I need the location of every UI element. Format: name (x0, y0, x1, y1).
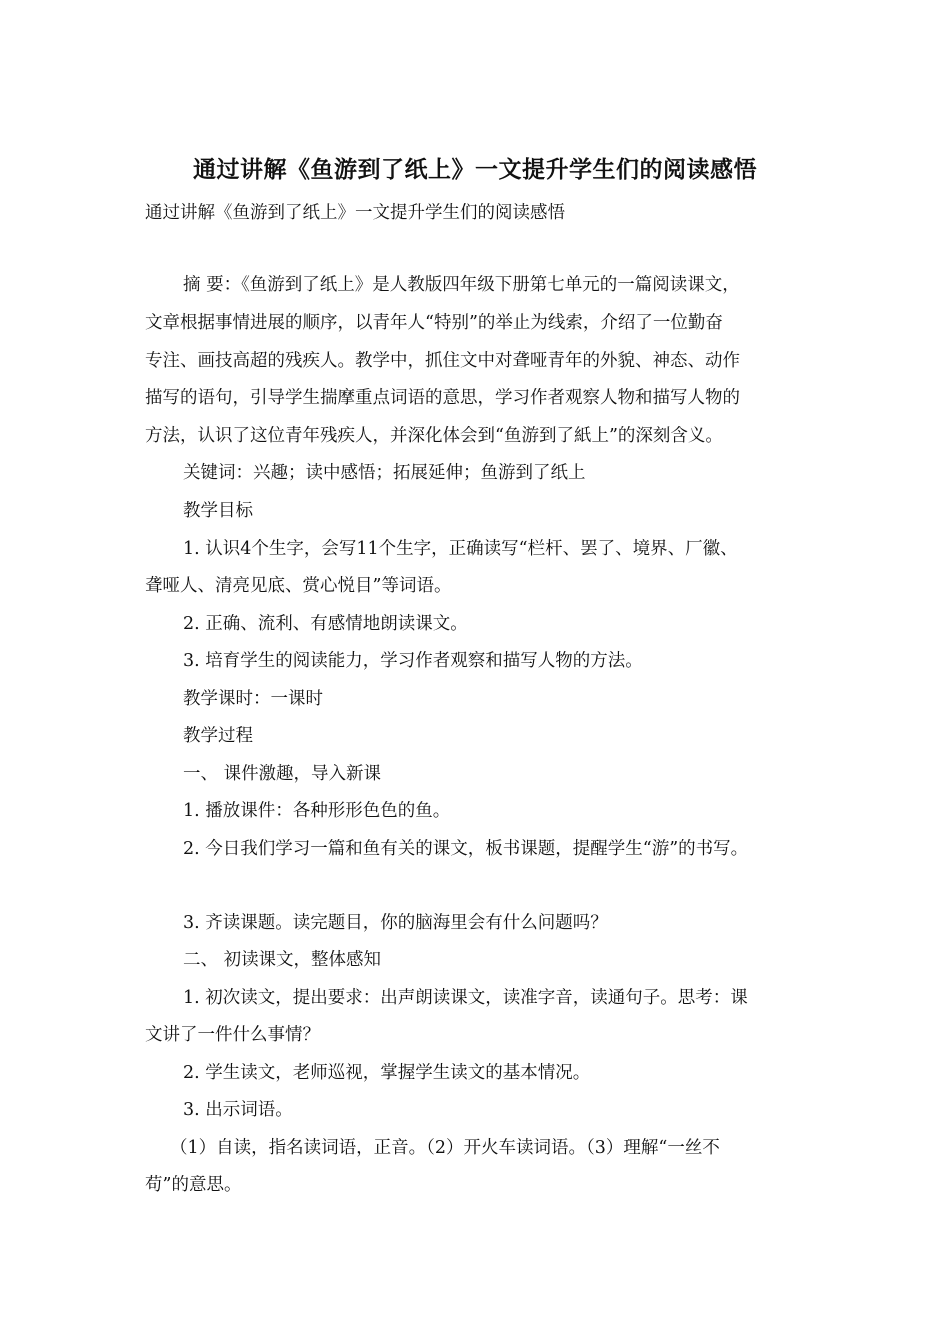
document-title: 通过讲解《鱼游到了纸上》一文提升学生们的阅读感悟 (193, 156, 757, 183)
abstract-line-5: 方法，认识了这位青年残疾人，并深化体会到“鱼游到了紙上”的深刻含义。 (145, 426, 723, 446)
part-two-heading: 二、 初读课文，整体感知 (183, 950, 382, 970)
part-one-step-1: 1. 播放课件：各种形形色色的鱼。 (183, 801, 451, 821)
part-one-step-2: 2. 今日我们学习一篇和鱼有关的课文，板书课题，提醒学生“游”的书写。 (183, 839, 749, 859)
keywords-line: 关键词：兴趣；读中感悟；拓展延伸；鱼游到了纸上 (183, 463, 586, 483)
goal-item-2: 2. 正确、流利、有感情地朗读课文。 (183, 614, 468, 634)
part-two-step-1-cont: 文讲了一件什么事情？ (145, 1025, 320, 1045)
lesson-time-line: 教学课时：一课时 (183, 689, 323, 709)
abstract-line-4: 描写的语句，引导学生揣摩重点词语的意思，学习作者观察人物和描写人物的 (145, 388, 740, 408)
part-two-step-3: 3. 出示词语。 (183, 1100, 293, 1120)
section-heading-goals: 教学目标 (183, 501, 253, 521)
abstract-line-1: 摘 要：《鱼游到了纸上》是人教版四年级下册第七单元的一篇阅读课文， (183, 275, 740, 295)
part-one-heading: 一、 课件激趣，导入新课 (183, 764, 382, 784)
abstract-line-2: 文章根据事情进展的顺序，以青年人“特别”的举止为线索，介绍了一位勤奋 (145, 313, 723, 333)
part-two-step-1: 1. 初次读文，提出要求：出声朗读课文，读准字音，读通句子。思考：课 (183, 988, 748, 1008)
goal-item-1: 1. 认识4个生字，会写11个生字，正确读写“栏杆、罢了、境界、厂徽、 (183, 539, 738, 559)
part-two-substeps-cont: 苟”的意思。 (145, 1175, 242, 1195)
part-one-step-3: 3. 齐读课题。读完题目，你的脑海里会有什么问题吗？ (183, 913, 608, 933)
section-heading-process: 教学过程 (183, 726, 253, 746)
abstract-line-3: 专注、画技高超的残疾人。教学中，抓住文中对聋哑青年的外貌、神态、动作 (145, 351, 740, 371)
part-two-step-2: 2. 学生读文，老师巡视，掌握学生读文的基本情况。 (183, 1063, 591, 1083)
part-two-substeps: （1）自读，指名读词语，正音。（2）开火车读词语。（3）理解“一丝不 (170, 1138, 720, 1158)
subtitle-line: 通过讲解《鱼游到了纸上》一文提升学生们的阅读感悟 (145, 203, 565, 223)
goal-item-1-cont: 聋哑人、清亮见底、赏心悦目”等词语。 (145, 576, 452, 596)
goal-item-3: 3. 培育学生的阅读能力，学习作者观察和描写人物的方法。 (183, 651, 643, 671)
